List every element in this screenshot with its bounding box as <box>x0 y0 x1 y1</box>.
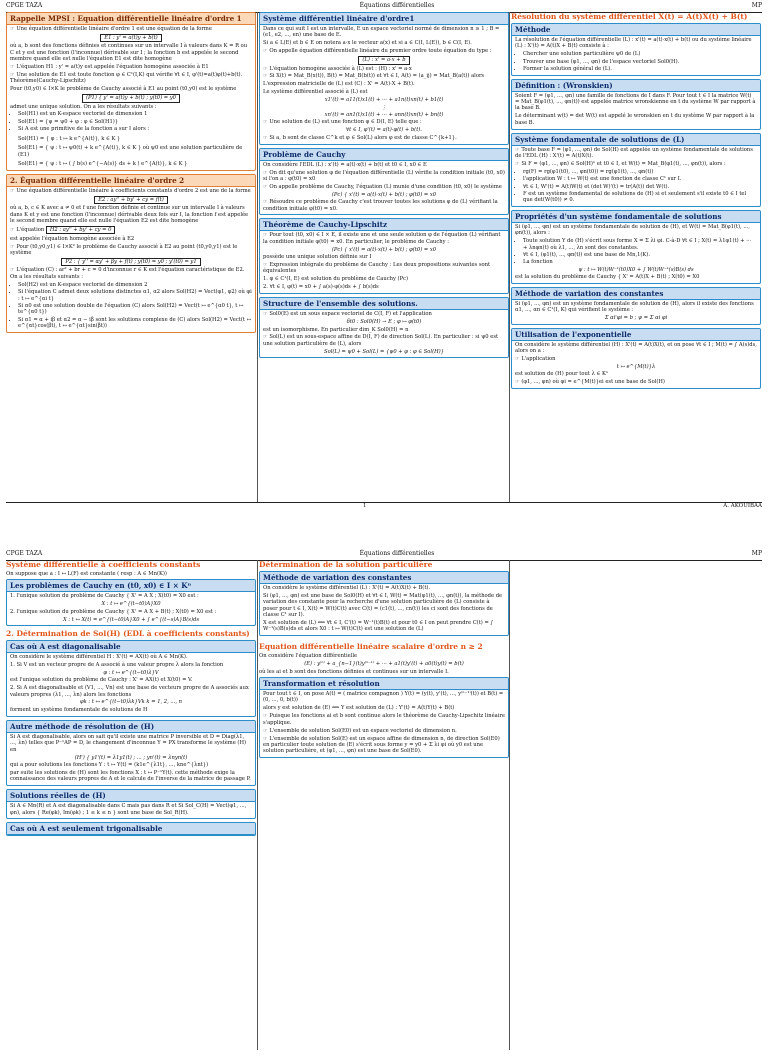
cauchy-system: P2 : { y'' = αy' + βy + f(t) ; y(t0) = y0 ; y'(t0) = y1 <box>61 258 200 266</box>
column-2 <box>259 10 509 503</box>
page-number: 1 <box>362 503 367 509</box>
column-divider <box>257 12 258 502</box>
box-ordre2: 2. Équation différentielle linéaire d'ordre 2 ☞ Une équation différentielle linéaire à coefficients constants d'ordre 2 est une de la forme E2 : ay'' + by' + cy = f(t) où a, b, c ∈ K avec a ≠ 0 et f une fonction définie et continue sur un intervalle I à valeurs dans K et y est une fonction (l'inconnue) dérivable deux fois sur I, la fonction f est appelée le second membre quand elle est nulle l'équation E2 est dite homogène ☞ L'équation H2 : ay'' + by' + cy = 0 est appelée l'équation homogène associée à E2 ☞ Pour (t0,y0,y1) ∈ I×K² le problème de Cauchy associé à E2 au point (t0,y0,y1) est le système P2 : { y'' = αy' + βy + f(t) ; y(t0) = y0 ; y'(t0) = y1 ☞ L'équation (C) : ar² + br + c = 0 d'inconnue r ∈ K est l'équation caractéristique de E2. On a les résultats suivants : • Sol(H2) est un K-espace vectoriel de dimension 2 • Si l'équation C admet deux solutions distinctes α1, α2 alors Sol(H2) = Vect(φ1, φ2) où φi : t ↦ e^{αi t} • Si α0 est une solution double de l'équation (C) alors Sol(H2) = Vect(t ↦ e^{α0 t}, t ↦ te^{α0 t}) • Si α1 = α + iβ et α2 = α − iβ sont les solutions complexe de (C) alors Sol(H2) = Vect(t ↦ e^{αt}cos(βt), t ↦ e^{αt}sin(βt)) <box>6 174 256 333</box>
section-title: Résolution du système différentiel X(t) = A(t)X(t) + B(t) <box>511 12 748 21</box>
bullet-icon: ☞ <box>263 727 270 734</box>
box-title: Rappelle MPSI : Equation différentielle linéaire d'ordre 1 <box>7 13 255 25</box>
box-title: Cas où A est seulement trigonalisable <box>7 823 255 835</box>
bullet-icon: ☞ <box>10 64 17 71</box>
box-title: Structure de l'ensemble des solutions. <box>260 298 508 310</box>
header-left: CPGE TAZA <box>6 2 43 9</box>
bullet-icon: ☞ <box>515 160 522 167</box>
bullet-icon: ☞ <box>263 334 270 341</box>
box-systeme-fondamental: Système fondamentale de solutions de (L) ☞ Toute base F = (φ1, ..., φn) de Sol(H) est appelée un système fondamentale de solutions de l'EDL (H) : X'(t) = A(t)X(t). ☞ Si F = (φ1, ..., φn) ∈ Sol(H)ⁿ et t0 ∈ I, et W(t) = Mat_B(φ1(t), ..., φn(t)), alors : • rg(F) = rg(φ1(t0), ..., φn(t0)) = rg(φ1(t), ..., φn(t)) • l'application W : t ↦ W(t) est une fonction de classe C¹ sur I. • ∀t ∈ I, W'(t) = A(t)W(t) et (det W)'(t) = tr(A(t)) det W(t). • F est un système fondamental de solutions de (H) si et seulement s'il existe t0 ∈ I tel que det(W(t0)) ≠ 0. <box>511 133 761 207</box>
bullet-icon: ☞ <box>515 379 522 386</box>
header-right: MP <box>751 550 762 557</box>
equation: H2 : ay'' + by' + cy = 0 <box>46 226 116 234</box>
box-exponentielle: Utilisation de l'exponentielle On considère le système différentiel (H) : X'(t) = A(t)X(t), et on pose ∀t ∈ I ; M(t) = ∫ A(s)ds, alors on a : ☞ L'application t ↦ e^{M(t)}λ est solution de (H) pour tout λ ∈ Kⁿ ☞ (φ1, ..., φn) où φi = e^{M(t)}ei est une base de Sol(H) <box>511 328 761 389</box>
column-1 <box>6 10 256 503</box>
bullet-icon: ☞ <box>10 71 17 78</box>
bullet-icon: ☞ <box>10 187 17 194</box>
box-title: Méthode de variation des constantes <box>260 572 508 584</box>
header-title: Équations différentielles <box>359 2 435 9</box>
section-title: 2. Détermination de Sol(H) (EDL à coefficients constants) <box>6 629 250 639</box>
box-title: 2. Équation différentielle linéaire d'ordre 2 <box>7 175 255 187</box>
bullet-icon: ☞ <box>515 146 522 153</box>
page-footer <box>6 502 762 512</box>
box-title: Propriétés d'un système fondamentale de solutions <box>512 211 760 223</box>
bullet-icon: ☞ <box>10 243 17 250</box>
bullet-icon: ☞ <box>515 356 522 363</box>
bullet-icon: ☞ <box>10 267 17 274</box>
column-divider <box>257 560 258 1050</box>
column-2: Détermination de la solution particulière Méthode de variation des constantes On considère le système différentiel (L) : X'(t) = A(t)X(t) + B(t). Si (φ1, ..., φn) est une base de Sol0(H) et ∀t ∈ I, W(t) = Mat(φ1(t), ..., φn(t)), la méthode de variation des constante pour la recherche d'une solution particulière de (L) consiste à poser pour t ∈ I, X(t) = W(t)C(t) avec C(t) = (c1(t), ..., cn(t)) les ci sont des fonctions de classe C¹ sur I). X est solution de (L) ⟺ ∀t ∈ I, C'(t) = W⁻¹(t)B(t) et pour t0 ∈ I on peut prendre C(t) = ∫ W⁻¹(s)B(s)ds et alors X0 : t ↦ W(t)C(t) est une solution de (L) Equation différentielle linéaire scalaire d'ordre n ≥ 2 On considère l'équation différentielle (E) : y⁽ⁿ⁾ + a_{n−1}(t)y⁽ⁿ⁻¹⁾ + ··· + a1(t)y'(t) + a0(t)y(t) = b(t) où les ai et b sont des fonctions définies et continues sur un intervalle I. Transformation et résolution Pour tout t ∈ I, on pose A(t) = ( matrice compagnon ) Y(t) = (y(t), y'(t), ..., y⁽ⁿ⁻¹⁾(t)) et B(t) = (0, ..., 0, b(t)) alors y est solution de (E) ⟺ Y est solution de (L) : Y'(t) = A(t)Y(t) + B(t) ☞ Puisque les fonctions ai et b sont continue alors le théorème de Cauchy-Lipschitz linéaire s'applique. ☞ L'ensemble de solution Sol(E0) est un espace vectoriel de dimension n. ☞ L'ensemble de solution Sol(E) est un espace affine de dimension n, de direction Sol(E0) en particulier toute solution de (E) s'écrit sous forme y = y0 + Σ λi φi où y0 est une solution particulière, et (φ1, ..., φn) est une base de Sol(E0). <box>259 558 509 1051</box>
cauchy-system: (P1) { y' = a(t)y + b(t) ; y(t0) = y0 <box>82 94 180 102</box>
header-left: CPGE TAZA <box>6 550 43 557</box>
box-title: Méthode <box>512 24 760 36</box>
page-2 <box>0 548 768 1060</box>
column-3-empty <box>511 558 761 1051</box>
bullet-icon: ☞ <box>263 262 270 269</box>
bullet-icon: ☞ <box>263 134 270 141</box>
box-trigonalisable <box>6 822 256 836</box>
box-title: Méthode de variation des constantes <box>512 288 760 300</box>
box-title: Autre méthode de résolution de (H) <box>7 721 255 733</box>
column-1: Système différentielle à coefficients constants On suppose que a : I ↦ L(F) est constante ( resp : A ∈ Mn(K)) Les problèmes de Cauchy en (t0, x0) ∈ I × Kⁿ 1. l'unique solution du problème de Cauchy { X' = A X ; X(t0) = X0 est : X : t ↦ e^{(t−t0)A}X0 2. l'unique solution du problème de Cauchy { X' = A X + B(t) ; X(t0) = X0 est : X : t ↦ X(t) = e^{(t−t0)A}X0 + ∫ e^{(t−s)A}B(s)ds 2. Détermination de Sol(H) (EDL à coefficients constants) Cas où A est diagonalisable On considère le système différentiel H : X'(t) = AX(t) où A ∈ Mn(K). 1. Si V est un vecteur propre de A associé à une valeur propre λ alors la fonction φ : t ↦ e^{(t−t0)λ}V est l'unique solution du problème de Cauchy : X' = AX(t) et X(t0) = V. 2. Si A est diagonalisable et (V1, ..., Vn) est une base de vecteurs propre de A associés aux valeurs propres (λ1, ..., λn) alors les fonctions φk : t ↦ e^{(t−t0)λk}Vk k = 1, 2, ..., n forment un système fondamentale de solutions de H Autre méthode de résolution de (H) Si A est diagonalisable, alors on sait qu'il existe une matrice P inversible et D = Diag(λ1, ..., λn) telles que P⁻¹AP = D, le changement d'inconnue Y = PX transforme le système (H) en (H') { y1'(t) = λ1y1(t) ; ... ; yn'(t) = λnyn(t) qui a pour solutions les fonctions Y : t ↦ Y(t) = (k1e^{λ1t}, ..., kne^{λnt}) par suite les solutions de (H) sont les fonctions X : t ↦ P⁻¹Y(t). cette méthode exige la connaissance des valeurs propres de A et le calcule de l'inverse de la matrice de passage P. Solutions réelles de (H) Si A ∈ Mn(R) et A est diagonalisable dans C mais pas dans R et Si Sol_C(H) = Vect(φ1, ..., φn), alors { Re(φk), Im(φk) ; 1 ≤ k ≤ n } sont une base de Sol_R(H). Cas où A est seulement trigonalisable <box>6 558 256 1051</box>
box-solutions-reelles: Solutions réelles de (H) Si A ∈ Mn(R) et A est diagonalisable dans C mais pas dans R et Si Sol_C(H) = Vect(φ1, ..., φn), alors { Re(φk), Im(φk) ; 1 ≤ k ≤ n } sont une base de Sol_R(H). <box>6 789 256 819</box>
page-gap <box>0 512 768 548</box>
bullet-icon: ☞ <box>263 73 270 80</box>
footer-author: A. AKOUIBAA <box>723 503 762 509</box>
bullet-icon: ☞ <box>263 311 270 318</box>
bullet-icon: ☞ <box>263 735 270 742</box>
box-title: Transformation et résolution <box>260 678 508 690</box>
box-structure-solutions: Structure de l'ensemble des solutions. ☞ Sol0(E) est un sous espace vectoriel de C(I, F) et l'application δt0 : Sol0(H) → E ; φ ↦ φ(t0) est un isomorphisme. En particulier dim_K Sol0(H) = n ☞ Sol(L) est un sous-espace affine de D(I, F) de direction Sol(L). En particulier : si ψ0 est une solution particulière de (L), alors Sol(L) = ψ0 + Sol(L) = {ψ0 + φ : φ ∈ Sol(H)} <box>259 297 509 358</box>
header-title: Équations différentielles <box>359 550 435 557</box>
box-title: Système fondamentale de solutions de (L) <box>512 134 760 146</box>
box-methode: Méthode La résolution de l'équation différentielle (L) : x'(t) = a(t)·x(t) + b(t) ou du système linéaire (L) : X'(t) = A(t)X + B(t) consiste à : • Chercher une solution particulière ψ0 de (L) • Trouver une base (φ1, ..., φn) de l'espace vectoriel Sol0(H). • Former la solution général de (L). <box>511 23 761 76</box>
box-title: Les problèmes de Cauchy en (t0, x0) ∈ I × Kⁿ <box>7 580 255 592</box>
box-autre-methode: Autre méthode de résolution de (H) Si A est diagonalisable, alors on sait qu'il existe une matrice P inversible et D = Diag(λ1, ..., λn) telles que P⁻¹AP = D, le changement d'inconnue Y = PX transforme le système (H) en (H') { y1'(t) = λ1y1(t) ; ... ; yn'(t) = λnyn(t) qui a pour solutions les fonctions Y : t ↦ Y(t) = (k1e^{λ1t}, ..., kne^{λnt}) par suite les solutions de (H) sont les fonctions X : t ↦ P⁻¹Y(t). cette méthode exige la connaissance des valeurs propres de A et le calcule de l'inverse de la matrice de passage P. <box>6 720 256 786</box>
box-title: Problème de Cauchy <box>260 149 508 161</box>
equation: E2 : ay'' + by' + cy = f(t) <box>94 196 168 204</box>
box-variation-constantes: Méthode de variation des constantes Si (φ1, ..., φn) est un système fondamentale de solution de (H), alors il existe des fonctions α1, ..., αn ∈ C¹(I, K) qui vérifient le système : Σ αi'φi = b ; ψ = Σ αi φi <box>511 287 761 325</box>
box-proprietes: Propriétés d'un système fondamentale de solutions Si (φ1, ..., φn) est un système fondamentale de solution de (H), et W(t) = Mat_B(φ1(t), ..., φn(t)), alors : • Toute solution Y de (H) s'écrit sous forme X = Σ λi φi. C-à-D ∀t ∈ I ; X(t) = λ1φ1(t) + ··· + λnφn(t) où λ1, ..., λn sont des constantes. • ∀t ∈ I, (φ1(t), ..., φn(t)) est une base de Mn,1(K). • La fonction ψ : t ↦ W(t)W⁻¹(t0)X0 + ∫ W(t)W⁻¹(s)B(s) ds est la solution du problème de Cauchy { X' = A(t)X + B(t) ; X(t0) = X0 <box>511 210 761 284</box>
bullet-icon: ☞ <box>263 119 270 126</box>
equation: (L) : x' = a·x + b <box>358 56 409 64</box>
box-transformation: Transformation et résolution Pour tout t ∈ I, on pose A(t) = ( matrice compagnon ) Y(t) = (y(t), y'(t), ..., y⁽ⁿ⁻¹⁾(t)) et B(t) = (0, ..., 0, b(t)) alors y est solution de (E) ⟺ Y est solution de (L) : Y'(t) = A(t)Y(t) + B(t) ☞ Puisque les fonctions ai et b sont continue alors le théorème de Cauchy-Lipschitz linéaire s'applique. ☞ L'ensemble de solution Sol(E0) est un espace vectoriel de dimension n. ☞ L'ensemble de solution Sol(E) est un espace affine de dimension n, de direction Sol(E0) en particulier toute solution de (E) s'écrit sous forme y = y0 + Σ λi φi où y0 est une solution particulière, et (φ1, ..., φn) est une base de Sol(E0). <box>259 677 509 758</box>
box-rappel-ordre1: Rappelle MPSI : Equation différentielle linéaire d'ordre 1 ☞ Une équation différentielle linéaire d'ordre 1 est une équation de la forme E1 : y' = a(t)y + b(t) où a, b sont des fonctions définies et continues sur un intervalle I à valeurs dans K = R ou C et y est une fonction (l'inconnue) dérivable sur I ; la fonction b est appelée le second membre quand elle est nulle l'équation E1 est dite homogène ☞ L'équation H1 : y' = a(t)y est appelée l'équation homogène associée à E1 ☞ Une solution de E1 est toute fonction φ ∈ C¹(I,K) qui vérifie ∀t ∈ I, φ'(t)=a(t)φ(t)+b(t). Théorème(Cauchy-Lipschitz) Pour (t0,y0) ∈ I×K le problème de Cauchy associé à E1 au point (t0,y0) est le système (P1) { y' = a(t)y + b(t) ; y(t0) = y0 admet une unique solution. On a les résultats suivants : • Sol(H1) est un K-espace vectoriel de dimension 1 • Sol(E1) = {ψ = ψ0 + φ : φ ∈ Sol(H1)} • Si A est une primitive de la fonction a sur I alors : Sol(H1) = { φ : t ↦ k e^{A(t)}, k ∈ K } Sol(E1) = { ψ : t ↦ ψ0(t) + k e^{A(t)}, k ∈ K } où ψ0 est une solution particulière de (E1) Sol(E1) = { ψ : t ↦ ( ∫ b(s) e^{−A(s)} ds + k ) e^{A(t)}, k ∈ K } <box>6 12 256 171</box>
column-divider <box>509 12 510 502</box>
bullet-icon: ☞ <box>263 713 270 720</box>
bullet-icon: ☞ <box>263 65 270 72</box>
bullet-icon: ☞ <box>10 26 17 32</box>
section-title: Système différentielle à coefficients constants <box>6 560 201 569</box>
bullet-icon: ☞ <box>10 226 17 233</box>
bullet-icon: ☞ <box>263 232 270 239</box>
bullet-icon: ☞ <box>263 48 270 55</box>
bullet-icon: ☞ <box>263 199 270 206</box>
box-diagonalisable: Cas où A est diagonalisable On considère le système différentiel H : X'(t) = AX(t) où A ∈ Mn(K). 1. Si V est un vecteur propre de A associé à une valeur propre λ alors la fonction φ : t ↦ e^{(t−t0)λ}V est l'unique solution du problème de Cauchy : X' = AX(t) et X(t0) = V. 2. Si A est diagonalisable et (V1, ..., Vn) est une base de vecteurs propre de A associés aux valeurs propres (λ1, ..., λn) alors les fonctions φk : t ↦ e^{(t−t0)λk}Vk k = 1, 2, ..., n forment un système fondamentale de solutions de H <box>6 640 256 717</box>
bullet-icon: ☞ <box>263 169 270 176</box>
column-divider <box>509 560 510 1050</box>
box-systeme-ordre1: Système différentiel linéaire d'ordre1 Dans ce qui suit I est un intervalle, E un espace vectoriel normé de dimension n ≥ 1 ; B = (e1, e2, ..., en) une base de E. Si a ∈ L(E) et b ∈ E on notera a·x le vecteur a(x) et si a ∈ C(I, L(E)), b ∈ C(I, E). ☞ On appelle équation différentielle linéaire du premier ordre toute équation du type : (L) : x' = a·x + b ☞ L'équation homogène associée à (L) est : (H) : x' = a·x ☞ Si X(t) = Mat_B(x(t)), B(t) = Mat_B(b(t)) et ∀t ∈ I, A(t) = (a_ij) = Mat_B(a(t)) alors L'expression matricielle de (L) est (C) : X' = A(t)·X + B(t). Le système différentiel associé à (L) est x1'(t) = a11(t)x1(t) + ··· + a1n(t)xn(t) + b1(t) ⋮ xn'(t) = an1(t)x1(t) + ··· + ann(t)xn(t) + bn(t) ☞ Une solution de (L) est une fonction φ ∈ D(I, E) telle que : ∀t ∈ I, φ'(t) = a(t)·φ(t) + b(t). ☞ Si a, b sont de classe C^k et φ ∈ Sol(L) alors φ est de classe C^{k+1}. <box>259 12 509 145</box>
header-right: MP <box>751 2 762 9</box>
box-title: Cas où A est diagonalisable <box>7 641 255 653</box>
column-3 <box>511 10 761 503</box>
box-problemes-cauchy: Les problèmes de Cauchy en (t0, x0) ∈ I × Kⁿ 1. l'unique solution du problème de Cauchy { X' = A X ; X(t0) = X0 est : X : t ↦ e^{(t−t0)A}X0 2. l'unique solution du problème de Cauchy { X' = A X + B(t) ; X(t0) = X0 est : X : t ↦ X(t) = e^{(t−t0)A}X0 + ∫ e^{(t−s)A}B(s)ds <box>6 579 256 626</box>
box-probleme-cauchy: Problème de Cauchy On considère l'EDL (L) : x'(t) = a(t)·x(t) + b(t) et t0 ∈ I, x0 ∈ E ☞ On dit qu'une solution φ de l'équation différentielle (L) vérifie la condition initiale (t0, x0) si l'on a : φ(t0) = x0 ☞ On appelle problème de Cauchy, l'équation (L) munie d'une condition (t0, x0) le système (Pc) { x'(t) = a(t)·x(t) + b(t) ; φ(t0) = x0 ☞ Résoudre ce problème de Cauchy c'est trouver toutes les solutions φ de (L) vérifiant la condition initiale φ(t0) = x0. <box>259 148 509 216</box>
equation: E1 : y' = a(t)y + b(t) <box>100 34 161 42</box>
section-title: Equation différentielle linéaire scalaire d'ordre n ≥ 2 <box>259 642 483 652</box>
section-title: Détermination de la solution particulière <box>259 560 433 569</box>
box-title: Utilisation de l'exponentielle <box>512 329 760 341</box>
page-1 <box>0 0 768 512</box>
box-title: Définition : (Wronskien) <box>512 80 760 92</box>
box-title: Solutions réelles de (H) <box>7 790 255 802</box>
box-title: Système différentiel linéaire d'ordre1 <box>260 13 508 25</box>
box-wronskien: Définition : (Wronskien) Soient F = (φ1, ..., φn) une famille de fonctions de I dans F. Pour tout t ∈ I la matrice W(t) = Mat_B(φ1(t), ..., φn(t)) est appelée matrice wronskienne en t du système W par rapport à la base B. Le déterminant w(t) = det W(t) est appelé le wronskien en t du système W par rapport à la base B. <box>511 79 761 130</box>
bullet-icon: ☞ <box>263 183 270 190</box>
box-title: Théorème de Cauchy-Lipschitz <box>260 219 508 231</box>
box-variation-constantes-2: Méthode de variation des constantes On considère le système différentiel (L) : X'(t) = A(t)X(t) + B(t). Si (φ1, ..., φn) est une base de Sol0(H) et ∀t ∈ I, W(t) = Mat(φ1(t), ..., φn(t)), la méthode de variation des constante pour la recherche d'une solution particulière de (L) consiste à poser pour t ∈ I, X(t) = W(t)C(t) avec C(t) = (c1(t), ..., cn(t)) les ci sont des fonctions de classe C¹ sur I). X est solution de (L) ⟺ ∀t ∈ I, C'(t) = W⁻¹(t)B(t) et pour t0 ∈ I on peut prendre C(t) = ∫ W⁻¹(s)B(s)ds et alors X0 : t ↦ W(t)C(t) est une solution de (L) <box>259 571 509 636</box>
box-cauchy-lipschitz: Théorème de Cauchy-Lipschitz ☞ Pour tout (t0, x0) ∈ I × E, il existe une et une seule solution φ de l'équation (L) vérifiant la condition initiale φ(t0) = x0. En particulier, le problème de Cauchy : (Pc) { x'(t) = a(t)·x(t) + b(t) ; φ(t0) = x0 possède une unique solution définie sur I ☞ Expression intégrale du problème de Cauchy : Les deux propositions suivantes sont équivalentes 1. φ ∈ C¹(I, E) est solution du problème de Cauchy (Pc) 2. ∀t ∈ I, φ(t) = x0 + ∫ a(s)·φ(s)ds + ∫ b(s)ds <box>259 218 509 294</box>
